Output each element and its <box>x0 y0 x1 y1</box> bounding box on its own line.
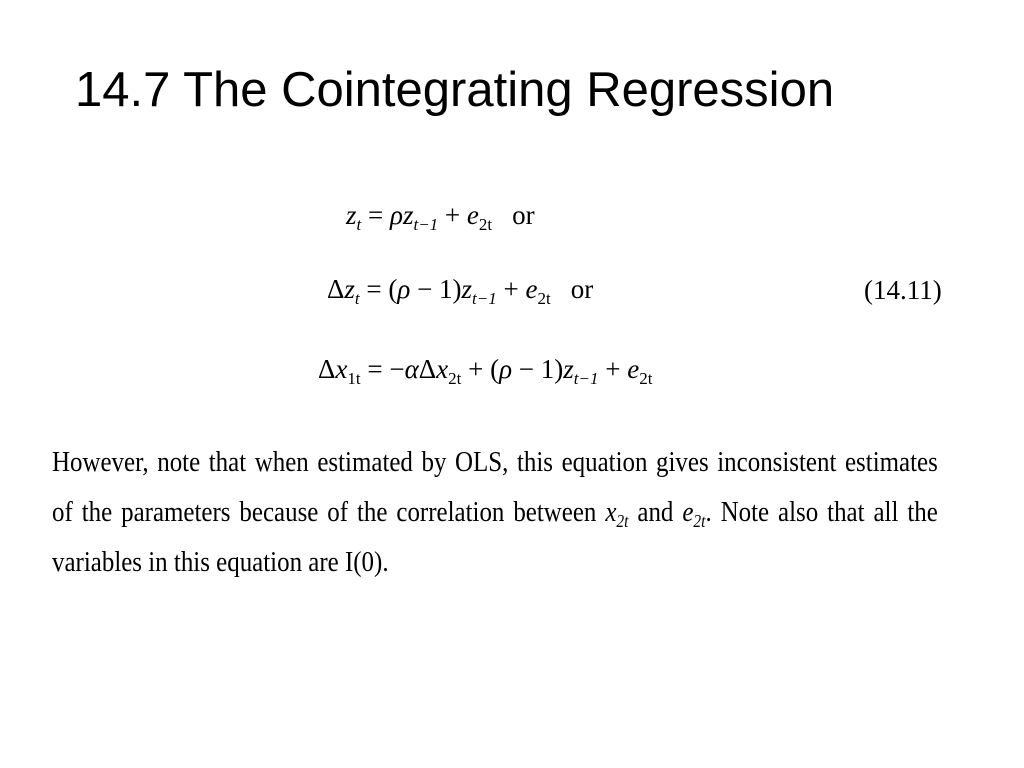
explanation-paragraph: However, note that when estimated by OLS, this equation gives inconsistent estimates of the parameters because of the correlation between $x_{2t}$ and $e_{2t}$. Note also that all the variables in this equation are I(0). <box>52 446 938 578</box>
equation-number: (14.11) <box>864 275 942 305</box>
equation-1: $z_t = \rho z_{t-1} + e_{2t}$ or <box>346 200 535 234</box>
equation-2: $\Delta z_t = (\rho - 1)z_{t-1} + e_{2t}$ or <box>327 274 594 308</box>
equation-3: $\Delta x_{1t} = -\alpha\Delta x_{2t} + (\rho - 1)z_{t-1} + e_{2t}$ <box>318 354 653 388</box>
slide-title: 14.7 The Cointegrating Regression <box>75 63 835 117</box>
